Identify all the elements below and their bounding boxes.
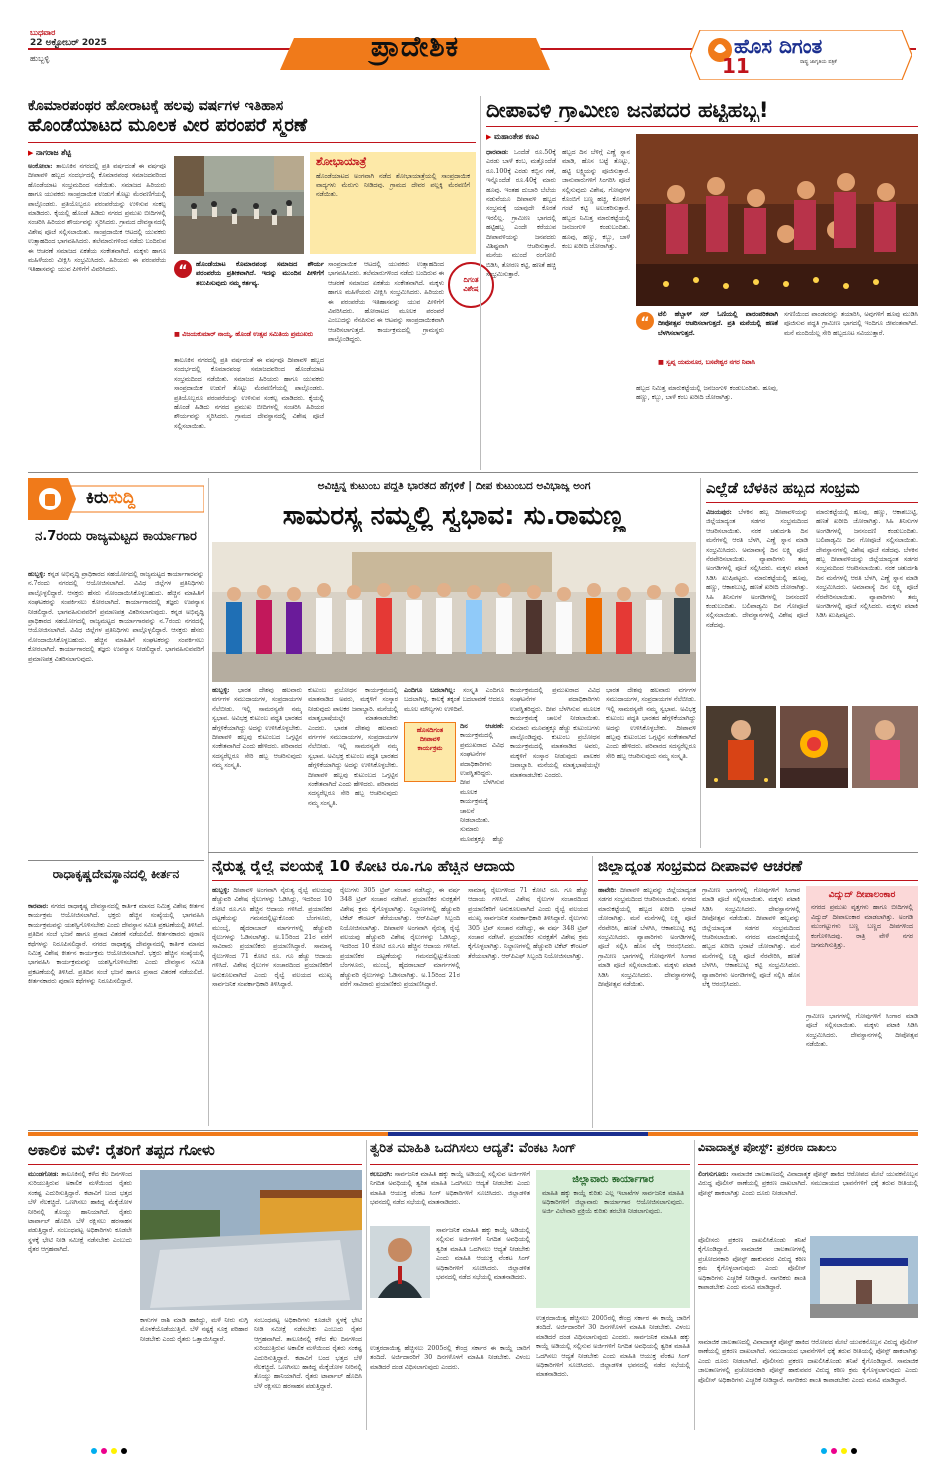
- story3-body-b: ಭಾರತ ದೇಶವು ಹಲವಾರು ವರ್ಗಗಳ ಸಮುದಾಯಗಳ, ಸಂಪ್ರದಾಯಗಳ ನೆಲೆಬೀಡು. ಇಲ್ಲಿ ಸಾಮರಸ್ಯವೇ ನಮ್ಮ ಸ್ವಭಾವ. ಅವಿಭಕ್ತ ಕುಟುಂಬ ಪದ್ಧತಿ ಭಾರತದ ಹೆಗ್ಗಳಿಕೆಯಾಗಿದ್ದು ಅದನ್ನು ಉಳಿಸಿಕೊಳ್ಳಬೇಕು. ದೀಪಾವಳಿ ಹಬ್ಬವು ಕುಟುಂಬದ ಒಗ್ಗಟ್ಟಿನ ಸಂಕೇತವಾಗಿದೆ ಎಂದು ಹೇಳಿದರು. ಪರಿವಾರದ ಸದಸ್ಯರೆಲ್ಲರೂ ಸೇರಿ ಹಬ್ಬ ಆಚರಿಸುವುದು ನಮ್ಮ ಸಂಸ್ಕೃತಿ.: [308, 724, 398, 807]
- police-station-photo: [810, 1236, 918, 1318]
- seal-line2: ವಿಶೇಷ: [463, 285, 479, 293]
- story3-body4-b: ಕಾರ್ಯಕ್ರಮದಲ್ಲಿ ಪ್ರಮುಖರಾದ ವಿವಿಧ ಸಂಘಟನೆಗಳ ಪದಾಧಿಕಾರಿಗಳು ಉಪಸ್ಥಿತರಿದ್ದರು. ದೀಪ ಬೆಳಗಿಸುವ ಮೂಲಕ ಕಾರ್ಯಕ್ರಮಕ್ಕೆ ಚಾಲನೆ ನೀಡಲಾಯಿತು. ಸುಮಾರು ಮೂವತ್ತಕ್ಕೂ ಹೆಚ್ಚು ಕುಟುಂಬಗಳು ಪಾಲ್ಗೊಂಡಿದ್ದವು.: [510, 687, 600, 742]
- story5-col1: [212, 886, 332, 1122]
- story2-byline: ▶ ಮಹಾಂತೇಶ ಕಣವಿ: [486, 132, 540, 141]
- kiru-text: ಕಿರು: [86, 488, 109, 508]
- story1-quote-text: ಹೊಂಡೆಯಾಟ ಕೊಮಾರಪಂಥ ಸಮಾಜದ ಶೌರ್ಯ ಪರಂಪರೆಯ ಪ್ರತೀಕವಾಗಿದೆ. ಇದನ್ನು ಮುಂದಿನ ಪೀಳಿಗೆಗೆ ತಲುಪಿಸುವುದು ನಮ್ಮ ಕರ್ತವ್ಯ.: [196, 260, 324, 287]
- story8-dateline: ಕಲಬುರಗಿ:: [370, 1171, 393, 1178]
- story7-col1: [28, 1170, 132, 1424]
- city: ಹುಬ್ಬಳ್ಳಿ: [30, 54, 50, 63]
- story3-body4: ಕಾರ್ಯಕ್ರಮದಲ್ಲಿ ಪ್ರಮುಖರಾದ ವಿವಿಧ ಸಂಘಟನೆಗಳ ಪದಾಧಿಕಾರಿಗಳು ಉಪಸ್ಥಿತರಿದ್ದರು. ದೀಪ ಬೆಳಗಿಸುವ ಮೂಲಕ ಕಾರ್ಯಕ್ರಮಕ್ಕೆ ಚಾಲನೆ ನೀಡಲಾಯಿತು. ಸುಮಾರು ಮೂವತ್ತಕ್ಕೂ ಹೆಚ್ಚು: [460, 732, 504, 843]
- kiru-suddi-title: [86, 488, 135, 508]
- story4-photo1: [706, 706, 776, 788]
- story1-body2-b: ಸಾಂಪ್ರದಾಯಿಕ ಆಟದಲ್ಲಿ ಯುವಕರು ಉತ್ಸಾಹದಿಂದ ಭಾಗವಹಿಸಿದರು. ತಲೆಮಾರುಗಳಿಂದ ನಡೆದು ಬಂದಿರುವ ಈ ಆಚರಣೆ ಸಮಾಜದ ಏಕತೆಯ ಸಂಕೇತವಾಗಿದೆ. ಮಕ್ಕಳು ಹಾಗೂ ಮಹಿಳೆಯರು ವೀಕ್ಷಿಸಿ ಸಂಭ್ರಮಿಸಿದರು. ಹಿರಿಯರು ಈ ಪರಂಪರೆಯ ಇತಿಹಾಸವನ್ನು ಯುವ ಪೀಳಿಗೆಗೆ ವಿವರಿಸಿದರು.: [328, 261, 444, 316]
- story2-quote-text: ಟೆಲಿ ಹೆಬ್ಬಾಳ್ ಸರ್ ಓಣಿಯಲ್ಲಿ ಪಾರಂಪರಿಕವಾಗಿ ದೀಪೋತ್ಸವ ಆಚರಿಸಲಾಗುತ್ತದೆ. ಪ್ರತಿ ಮನೆಯಲ್ಲಿ ಹಣತೆ ಬೆಳಗಿಸಲಾಗುತ್ತದೆ.: [658, 311, 778, 337]
- story3-body2: ಕುಟುಂಬ ಪ್ರಬೋಧನ ಕಾರ್ಯಕ್ರಮದಲ್ಲಿ ಮಾತನಾಡಿದ ಅವರು, ಮಕ್ಕಳಿಗೆ ಸಂಸ್ಕಾರ ನೀಡುವುದು ಪಾಲಕರ ಜವಾಬ್ದಾರಿ. ಮನೆಯಲ್ಲಿ ಮಾತೃಭಾಷೆಯಲ್ಲೇ ಮಾತನಾಡಬೇಕು ಎಂದರು.: [308, 687, 398, 732]
- story1-quote-by: ■ ವಿಜಯಕುಮಾರ್ ನಾಯ್ಕ, ಹೊಂಡೆ ಉತ್ಸವ ಸಮಿತಿಯ ಪ್ರಮುಖರು: [174, 331, 313, 338]
- story4-photo3: [852, 706, 918, 788]
- story8-body2-b: ಉತ್ತರದಾಯಿತ್ವ ಹೆಚ್ಚಿಸಲು 2005ರಲ್ಲಿ ಕೇಂದ್ರ ಸರ್ಕಾರ ಈ ಕಾಯ್ದೆ ಜಾರಿಗೆ ತಂದಿದೆ. ಅರ್ಜಿದಾರರಿಗೆ 30 ದಿನಗಳೊಳಗೆ ಮಾಹಿತಿ ನೀಡಬೇಕು. ವಿಳಂಬ ಮಾಡಿದರೆ ದಂಡ ವಿಧಿಸಲಾಗುವುದು ಎಂದರು.: [536, 1315, 690, 1341]
- story2-body4: ಹಬ್ಬದ ನಿಮಿತ್ತ ಮಾರುಕಟ್ಟೆಯಲ್ಲಿ ಜನಜಂಗುಳಿ ಕಂಡುಬಂದಿತು. ಹೂವು, ಹಣ್ಣು, ಕಬ್ಬು, ಬಾಳೆ ಕಂಬ ಖರೀದಿ ಜೋರಾಗಿತ್ತು.: [562, 214, 630, 251]
- story3-sub2: ದಿನ ಆಚರಣೆ:: [460, 723, 504, 730]
- story-mahiti: [370, 1140, 690, 1430]
- suddi-text: ಸುದ್ದಿ: [108, 488, 136, 508]
- kiru-item1-body: [28, 570, 204, 796]
- story6-dateline: ಹಾವೇರಿ:: [598, 887, 617, 894]
- kiru-item1-dateline: ಹುಬ್ಬಳ್ಳಿ:: [28, 571, 46, 578]
- story-samarasya: [212, 478, 696, 848]
- story4-body2-a: ಮಾರುಕಟ್ಟೆಯಲ್ಲಿ ಹೂವು, ಹಣ್ಣು, ಆಕಾಶಬುಟ್ಟಿ, ಹಣತೆ ಖರೀದಿ ಜೋರಾಗಿತ್ತು. ಸಿಹಿ ತಿನಿಸುಗಳ ಅಂಗಡಿಗಳಲ್ಲಿ ಜನಸಂದಣಿ ಕಂಡುಬಂದಿತು. ಬಲಿಪಾಡ್ಯಮಿ ದಿನ ಗೋಪೂಜೆ ಸಲ್ಲಿಸಲಾಯಿತು. ದೇವಸ್ಥಾನಗಳಲ್ಲಿ ವಿಶೇಷ ಪೂಜೆ ನಡೆದವು.: [706, 574, 808, 629]
- story1-body3: ಹೋರಾಟದ ಮೂಲಕ ಪರಂಪರೆ ಎಂಬುದನ್ನು ನೆನಪಿಸುವ ಈ ಆಟವನ್ನು ಸಾಂಪ್ರದಾಯಿಕವಾಗಿ ಆಚರಿಸಲಾಗುತ್ತದೆ. ಕಾರ್ಯಕ್ರಮದಲ್ಲಿ ಗ್ರಾಮಸ್ಥರು ಪಾಲ್ಗೊಂಡಿದ್ದರು.: [328, 308, 444, 344]
- story9-body2-b: ಪೊಲೀಸರು ಪ್ರಕರಣ ದಾಖಲಿಸಿಕೊಂಡು ತನಿಖೆ ಕೈಗೊಂಡಿದ್ದಾರೆ. ಸಾಮಾಜಿಕ ಜಾಲತಾಣಗಳಲ್ಲಿ ಪ್ರಚೋದನಕಾರಿ ಪೋಸ್ಟ್ ಹಾಕುವವರ ವಿರುದ್ಧ ಕಠಿಣ ಕ್ರಮ ಕೈಗೊಳ್ಳಲಾಗುವುದು ಎಂದು ಪೊಲೀಸ್ ಅಧಿಕಾರಿಗಳು ಎಚ್ಚರಿಕೆ ನೀಡಿದ್ದಾರೆ. ನಾಗರಿಕರು ಶಾಂತಿ ಕಾಪಾಡಬೇಕು ಎಂದು ಮನವಿ ಮಾಡಿದ್ದಾರೆ.: [698, 1357, 918, 1384]
- story3-box: [404, 722, 456, 782]
- story1-body3: [174, 356, 324, 462]
- story1-body-text: ತಾಲೂಕಿನ ನಗರದಲ್ಲಿ ಪ್ರತಿ ವರ್ಷದಂತೆ ಈ ವರ್ಷವೂ ದೀಪಾವಳಿ ಹಬ್ಬದ ಸಂದರ್ಭದಲ್ಲಿ ಕೊಮಾರಪಂಥ ಸಮಾಜದವರಿಂದ ಹೊಂಡೆಯಾಟ ಸಂಭ್ರಮದಿಂದ ನಡೆಯಿತು. ಸಮಾಜದ ಹಿರಿಯರು ಹಾಗೂ ಯುವಕರು ಸಾಂಪ್ರದಾಯಿಕ ಉಡುಗೆ ತೊಟ್ಟು ಮೆರವಣಿಗೆಯಲ್ಲಿ ಪಾಲ್ಗೊಂಡರು. ಪ್ರತಿಯೊಬ್ಬರೂ ಪರಂಪರೆಯನ್ನು ಉಳಿಸುವ ಸಂಕಲ್ಪ ಮಾಡಿದರು. ಕೈಯಲ್ಲಿ ಹೊಂಡೆ ಹಿಡಿದು ನಗರದ ಪ್ರಮುಖ ಬೀದಿಗಳಲ್ಲಿ ಸಂಚರಿಸಿ ಹಿರಿಯರ ಶೌರ್ಯವನ್ನು ಸ್ಮರಿಸಿದರು. ಗ್ರಾಮದ ದೇವಸ್ಥಾನದಲ್ಲಿ ವಿಶೇಷ ಪೂಜೆ ಸಲ್ಲಿಸಲಾಯಿತು.: [28, 163, 166, 236]
- date: 22 ಅಕ್ಟೋಬರ್ 2025: [30, 38, 107, 48]
- day: ಬುಧವಾರ: [30, 28, 56, 37]
- story-vivadatmaka-post: [698, 1140, 918, 1430]
- story8-body-b: ಸಾರ್ವಜನಿಕ ಮಾಹಿತಿ ಹಕ್ಕು ಕಾಯ್ದೆ ಅಡಿಯಲ್ಲಿ ಸಲ್ಲಿಸುವ ಅರ್ಜಿಗಳಿಗೆ ನಿಗದಿತ ಅವಧಿಯಲ್ಲಿ ತ್ವರಿತ ಮಾಹಿತಿ ಒದಗಿಸಲು ಆದ್ಯತೆ ನೀಡಬೇಕು ಎಂದು ಮಾಹಿತಿ ಆಯುಕ್ತ ವೆಂಕಟ ಸಿಂಗ್ ಅಧಿಕಾರಿಗಳಿಗೆ ಸೂಚಿಸಿದರು. ಜಿಲ್ಲಾಡಳಿತ ಭವನದಲ್ಲಿ ನಡೆದ ಸಭೆಯಲ್ಲಿ ಮಾತನಾಡಿದರು.: [436, 1227, 530, 1282]
- story-jilla-deepavali: [598, 856, 918, 1128]
- story9-body: [698, 1170, 918, 1230]
- story6-body-b: ದೀಪಾವಳಿ ಹಬ್ಬವನ್ನು ಜಿಲ್ಲೆಯಾದ್ಯಂತ ಸಡಗರ ಸಂಭ್ರಮದಿಂದ ಆಚರಿಸಲಾಯಿತು. ನಗರದ ಮಾರುಕಟ್ಟೆಯಲ್ಲಿ ಹಬ್ಬದ ಖರೀದಿ ಭರಾಟೆ ಜೋರಾಗಿತ್ತು. ಮನೆ ಮನೆಗಳಲ್ಲಿ ಲಕ್ಷ್ಮಿ ಪೂಜೆ ನೆರವೇರಿಸಿ, ಹಣತೆ ಬೆಳಗಿಸಿ, ಆಕಾಶಬುಟ್ಟಿ ಕಟ್ಟಿ ಸಂಭ್ರಮಿಸಿದರು. ವ್ಯಾಪಾರಿಗಳು ಅಂಗಡಿಗಳಲ್ಲಿ ಪೂಜೆ ಸಲ್ಲಿಸಿ ಹೊಸ ಲೆಕ್ಕ ಆರಂಭಿಸಿದರು.: [702, 915, 800, 989]
- story1-quote-by-text: ವಿಜಯಕುಮಾರ್ ನಾಯ್ಕ, ಹೊಂಡೆ ಉತ್ಸವ ಸಮಿತಿಯ ಪ್ರಮುಖರು: [182, 331, 313, 338]
- story8-col4: [536, 1314, 690, 1424]
- bottom-accent-bar: [28, 1132, 918, 1136]
- story1-kicker: ಕೊಮಾರಪಂಥರ ಹೋರಾಟಕ್ಕೆ ಹಲವು ವರ್ಷಗಳ ಇತಿಹಾಸ: [28, 98, 284, 114]
- story3-sub1: ಎಂದಿಗೂ ಬದಲಾಗಿಲ್ಲ:: [404, 687, 456, 694]
- story8-body-text: ಸಾರ್ವಜನಿಕ ಮಾಹಿತಿ ಹಕ್ಕು ಕಾಯ್ದೆ ಅಡಿಯಲ್ಲಿ ಸಲ್ಲಿಸುವ ಅರ್ಜಿಗಳಿಗೆ ನಿಗದಿತ ಅವಧಿಯಲ್ಲಿ ತ್ವರಿತ ಮಾಹಿತಿ ಒದಗಿಸಲು ಆದ್ಯತೆ ನೀಡಬೇಕು ಎಂದು ಮಾಹಿತಿ ಆಯುಕ್ತ ವೆಂಕಟ ಸಿಂಗ್ ಅಧಿಕಾರಿಗಳಿಗೆ ಸೂಚಿಸಿದರು. ಜಿಲ್ಲಾಡಳಿತ ಭವನದಲ್ಲಿ ನಡೆದ ಸಭೆಯಲ್ಲಿ ಮಾತನಾಡಿದರು.: [370, 1171, 530, 1207]
- story3-col4: [510, 686, 600, 846]
- story3-body: ಭಾರತ ದೇಶವು ಹಲವಾರು ವರ್ಗಗಳ ಸಮುದಾಯಗಳ, ಸಂಪ್ರದಾಯಗಳ ನೆಲೆಬೀಡು. ಇಲ್ಲಿ ಸಾಮರಸ್ಯವೇ ನಮ್ಮ ಸ್ವಭಾವ. ಅವಿಭಕ್ತ ಕುಟುಂಬ ಪದ್ಧತಿ ಭಾರತದ ಹೆಗ್ಗಳಿಕೆಯಾಗಿದ್ದು ಅದನ್ನು ಉಳಿಸಿಕೊಳ್ಳಬೇಕು. ದೀಪಾವಳಿ ಹಬ್ಬವು ಕುಟುಂಬದ ಒಗ್ಗಟ್ಟಿನ ಸಂಕೇತವಾಗಿದೆ ಎಂದು ಹೇಳಿದರು. ಪರಿವಾರದ ಸದಸ್ಯರೆಲ್ಲರೂ ಸೇರಿ ಹಬ್ಬ ಆಚರಿಸುವುದು ನಮ್ಮ ಸಂಸ್ಕೃತಿ.: [212, 687, 302, 770]
- story1-box-title: ಶೋಭಾಯಾತ್ರೆ: [316, 156, 367, 168]
- story3-group-photo: [212, 542, 696, 682]
- story2-quote-by-text: ಸ್ವಪ್ನ ಯಮನೂರ, ಬಸವೇಶ್ವರ ನಗರ ನಿವಾಸಿ: [666, 359, 756, 366]
- story3-col2: [308, 686, 398, 846]
- kiru-item2-dateline: ಕಾರವಾರ:: [28, 903, 49, 910]
- story3-col1: [212, 686, 302, 846]
- story9-body2: ಪೊಲೀಸರು ಪ್ರಕರಣ ದಾಖಲಿಸಿಕೊಂಡು ತನಿಖೆ ಕೈಗೊಂಡಿದ್ದಾರೆ. ಸಾಮಾಜಿಕ ಜಾಲತಾಣಗಳಲ್ಲಿ ಪ್ರಚೋದನಕಾರಿ ಪೋಸ್ಟ್ ಹಾಕುವವರ ವಿರುದ್ಧ ಕಠಿಣ ಕ್ರಮ ಕೈಗೊಳ್ಳಲಾಗುವುದು ಎಂದು ಪೊಲೀಸ್ ಅಧಿಕಾರಿಗಳು ಎಚ್ಚರಿಕೆ ನೀಡಿದ್ದಾರೆ. ನಾಗರಿಕರು ಶಾಂತಿ ಕಾಪಾಡಬೇಕು ಎಂದು ಮನವಿ ಮಾಡಿದ್ದಾರೆ.: [698, 1237, 806, 1292]
- story5-body3: ಸಾಮಾನ್ಯ ರೈಲುಗಳಿಂದ 71 ಕೋಟಿ ರೂ. ಗೂ ಹೆಚ್ಚು ಆದಾಯ ಗಳಿಸಿದೆ. ವಿಶೇಷ ರೈಲುಗಳ ಸಂಚಾರದಿಂದ ಪ್ರಯಾಣಿಕರಿಗೆ ಅನುಕೂಲವಾಗಿದೆ ಎಂದು ರೈಲ್ವೆ ವಲಯದ ಮುಖ್ಯ ಸಾರ್ವಜನಿಕ ಸಂಪರ್ಕಾಧಿಕಾರಿ ತಿಳಿಸಿದ್ದಾರೆ.: [468, 887, 588, 923]
- story2-body3: ಸಗಣಿಯಿಂದ ಪಾಂಡವರನ್ನು ತಯಾರಿಸಿ, ಅವುಗಳಿಗೆ ಹೂವು ಮುಡಿಸಿ ಪೂಜಿಸುವ ಪದ್ಧತಿ ಗ್ರಾಮೀಣ ಭಾಗದಲ್ಲಿ ಇಂದಿಗೂ ಜೀವಂತವಾಗಿದೆ. ಮನೆ ಮಂದಿಯೆಲ್ಲ ಸೇರಿ ಹಬ್ಬದೂಟ ಸವಿಯುತ್ತಾರೆ.: [784, 311, 918, 337]
- masthead: [0, 0, 945, 98]
- story1-body: [28, 162, 166, 462]
- story2-col1: [486, 148, 556, 464]
- story5-col3: [468, 886, 588, 1122]
- story7-col2: [140, 1316, 248, 1424]
- story2-photo: [636, 134, 918, 306]
- story8-box-body: ಮಾಹಿತಿ ಹಕ್ಕು ಕಾಯ್ದೆ ಕುರಿತು ಎಲ್ಲ ಇಲಾಖೆಗಳ ಸಾರ್ವಜನಿಕ ಮಾಹಿತಿ ಅಧಿಕಾರಿಗಳಿಗೆ ಜಿಲ್ಲಾವಾರು ಕಾರ್ಯಾಗಾರ ಆಯೋಜಿಸಲಾಗುವುದು. ಅರ್ಜಿ ವಿಲೇವಾರಿ ಪ್ರಕ್ರಿಯೆ ಕುರಿತು ತರಬೇತಿ ನೀಡಲಾಗುವುದು.: [542, 1189, 684, 1216]
- story7-body2: ಕಾಳುಗಳ ರಾಶಿ ಮಾಡಿ ಹಾಕಿದ್ದು, ಮಳೆ ನೀರು ನುಗ್ಗಿ ಮೊಳಕೆಯೊಡೆಯುತ್ತಿವೆ. ಬೆಳೆ ನಷ್ಟಕ್ಕೆ ಸೂಕ್ತ ಪರಿಹಾರ ನೀಡಬೇಕು ಎಂದು ರೈತರು ಒತ್ತಾಯಿಸಿದ್ದಾರೆ.: [140, 1317, 248, 1343]
- story9-col3: [698, 1338, 918, 1424]
- story5-dateline: ಹುಬ್ಬಳ್ಳಿ:: [212, 887, 230, 894]
- story2-col5: [784, 310, 918, 464]
- story6-col3: [806, 1012, 918, 1122]
- story7-headline: ಅಕಾಲಿಕ ಮಳೆ: ರೈತರಿಗೆ ತಪ್ಪದ ಗೋಳು: [28, 1142, 215, 1159]
- kiru-item2-text2: ನಗರದ ರಾಧಾಕೃಷ್ಣ ದೇವಸ್ಥಾನದಲ್ಲಿ ಕಾರ್ತಿಕ ಮಾಸದ ನಿಮಿತ್ತ ವಿಶೇಷ ಕೀರ್ತನ ಕಾರ್ಯಕ್ರಮ ಆಯೋಜಿಸಲಾಗಿದೆ. ಭಕ್ತರು ಹೆಚ್ಚಿನ ಸಂಖ್ಯೆಯಲ್ಲಿ ಭಾಗವಹಿಸಿ ಕಾರ್ಯಕ್ರಮವನ್ನು ಯಶಸ್ವಿಗೊಳಿಸಬೇಕು ಎಂದು ದೇವಸ್ಥಾನ ಸಮಿತಿ ಪ್ರಕಟಣೆಯಲ್ಲಿ ತಿಳಿಸಿದೆ. ಪ್ರತಿದಿನ ಸಂಜೆ ಭಜನೆ ಹಾಗೂ ಪ್ರಸಾದ ವಿತರಣೆ ನಡೆಯಲಿದೆ. ಕೀರ್ತನಕಾರರು ಪುರಾಣ ಕಥೆಗಳನ್ನು ನಿರೂಪಿಸಲಿದ್ದಾರೆ.: [28, 940, 204, 986]
- story8-box-title: ಜಿಲ್ಲಾವಾರು ಕಾರ್ಯಾಗಾರ: [572, 1174, 654, 1185]
- story4-body: ಬೆಳಕಿನ ಹಬ್ಬ ದೀಪಾವಳಿಯನ್ನು ಜಿಲ್ಲೆಯಾದ್ಯಂತ ಸಡಗರ ಸಂಭ್ರಮದಿಂದ ಆಚರಿಸಲಾಯಿತು. ನರಕ ಚತುರ್ದಶಿ ದಿನ ಮನೆಗಳಲ್ಲಿ ಆರತಿ ಬೆಳಗಿ, ಎಣ್ಣೆ ಸ್ನಾನ ಮಾಡಿ ಸಂಭ್ರಮಿಸಿದರು. ಅಮಾವಾಸ್ಯೆ ದಿನ ಲಕ್ಷ್ಮಿ ಪೂಜೆ ನೆರವೇರಿಸಲಾಯಿತು. ವ್ಯಾಪಾರಿಗಳು ತಮ್ಮ ಅಂಗಡಿಗಳಲ್ಲಿ ಪೂಜೆ ಸಲ್ಲಿಸಿದರು. ಮಕ್ಕಳು ಪಟಾಕಿ ಸಿಡಿಸಿ ಖುಷಿಪಟ್ಟರು.: [706, 509, 808, 582]
- story2-headline: ದೀಪಾವಳಿ ಗ್ರಾಮೀಣ ಜನಪದರ ಹಟ್ಟಿಹಬ್ಬ!: [486, 98, 769, 122]
- story6-col2: [702, 886, 800, 1122]
- story2-body2: ಹಬ್ಬದ ದಿನ ಬೆಳಿಗ್ಗೆ ಎಣ್ಣೆ ಸ್ನಾನ ಮಾಡಿ, ಹೊಸ ಬಟ್ಟೆ ತೊಟ್ಟು, ಹಟ್ಟಿ ಲಕ್ಷ್ಮಿಯನ್ನು ಪೂಜಿಸುತ್ತಾರೆ. ಜಾನುವಾರುಗಳಿಗೆ ಸಿಂಗರಿಸಿ ಪೂಜೆ ಸಲ್ಲಿಸುವುದು ವಿಶೇಷ. ಗೋವುಗಳ ಕೊಂಬಿಗೆ ಬಣ್ಣ ಹಚ್ಚಿ, ಕೊರಳಿಗೆ ಗಂಟೆ ಕಟ್ಟಿ ಅಲಂಕರಿಸುತ್ತಾರೆ.: [562, 149, 630, 213]
- story5-headline: ನೈರುತ್ಯ ರೈಲ್ವೆ ವಲಯಕ್ಕೆ 10 ಕೋಟಿ ರೂ.ಗೂ ಹೆಚ್ಚಿನ ಆದಾಯ: [212, 858, 515, 875]
- story8-box: [536, 1170, 690, 1308]
- story7-photo: [140, 1170, 362, 1310]
- story6-headline: ಜಿಲ್ಲಾದ್ಯಂತ ಸಂಭ್ರಮದ ದೀಪಾವಳಿ ಆಚರಣೆ: [598, 858, 803, 875]
- story3-body2-b: ಕುಟುಂಬ ಪ್ರಬೋಧನ ಕಾರ್ಯಕ್ರಮದಲ್ಲಿ ಮಾತನಾಡಿದ ಅವರು, ಮಕ್ಕಳಿಗೆ ಸಂಸ್ಕಾರ ನೀಡುವುದು ಪಾಲಕರ ಜವಾಬ್ದಾರಿ. ಮನೆಯಲ್ಲಿ ಮಾತೃಭಾಷೆಯಲ್ಲೇ ಮಾತನಾಡಬೇಕು ಎಂದರು.: [510, 734, 600, 779]
- story5-body2: ರೈಲುಗಳು 305 ಟ್ರಿಪ್ ಸಂಚಾರ ನಡೆಸಿದ್ದು, ಈ ವರ್ಷ 348 ಟ್ರಿಪ್ ಸಂಚಾರ ನಡೆಸಿವೆ. ಪ್ರಯಾಣಿಕರ ಸುರಕ್ಷತೆಗೆ ವಿಶೇಷ ಕ್ರಮ ಕೈಗೊಳ್ಳಲಾಗಿತ್ತು. ನಿಲ್ದಾಣಗಳಲ್ಲಿ ಹೆಚ್ಚುವರಿ ಟಿಕೆಟ್ ಕೌಂಟರ್ ತೆರೆಯಲಾಗಿತ್ತು. ಆರ್‌ಪಿಎಫ್ ಸಿಬ್ಬಂದಿ ನಿಯೋಜಿಸಲಾಗಿತ್ತು.: [340, 887, 460, 932]
- logo-tagline: ರಾಷ್ಟ್ರ ಜಾಗೃತಿಯ ಪತ್ರಿಕೆ: [800, 59, 837, 65]
- story6-col1: [598, 886, 696, 1122]
- story-belakina-habba: [706, 478, 918, 848]
- story6-body2: ಗ್ರಾಮೀಣ ಭಾಗಗಳಲ್ಲಿ ಗೋವುಗಳಿಗೆ ಸಿಂಗಾರ ಮಾಡಿ ಪೂಜೆ ಸಲ್ಲಿಸಲಾಯಿತು. ಮಕ್ಕಳು ಪಟಾಕಿ ಸಿಡಿಸಿ ಸಂಭ್ರಮಿಸಿದರು. ದೇವಸ್ಥಾನಗಳಲ್ಲಿ ದೀಪೋತ್ಸವ ನಡೆಯಿತು.: [702, 887, 800, 923]
- story3-kicker: ಅವಿಚ್ಛಿನ್ನ ಕುಟುಂಬ ಪದ್ಧತಿ ಭಾರತದ ಹೆಗ್ಗಳಿಕೆ | ದೀಪ ಕುಟುಂಬದ ಅವಿಭಾಜ್ಯ ಅಂಗ: [317, 480, 591, 492]
- story1-body-c: ತಾಲೂಕಿನ ನಗರದಲ್ಲಿ ಪ್ರತಿ ವರ್ಷದಂತೆ ಈ ವರ್ಷವೂ ದೀಪಾವಳಿ ಹಬ್ಬದ ಸಂದರ್ಭದಲ್ಲಿ ಕೊಮಾರಪಂಥ ಸಮಾಜದವರಿಂದ ಹೊಂಡೆಯಾಟ ಸಂಭ್ರಮದಿಂದ ನಡೆಯಿತು. ಸಮಾಜದ ಹಿರಿಯರು ಹಾಗೂ ಯುವಕರು ಸಾಂಪ್ರದಾಯಿಕ ಉಡುಗೆ ತೊಟ್ಟು ಮೆರವಣಿಗೆಯಲ್ಲಿ ಪಾಲ್ಗೊಂಡರು. ಪ್ರತಿಯೊಬ್ಬರೂ ಪರಂಪರೆಯನ್ನು ಉಳಿಸುವ ಸಂಕಲ್ಪ ಮಾಡಿದರು. ಕೈಯಲ್ಲಿ ಹೊಂಡೆ ಹಿಡಿದು ನಗರದ ಪ್ರಮುಖ ಬೀದಿಗಳಲ್ಲಿ ಸಂಚರಿಸಿ ಹಿರಿಯರ ಶೌರ್ಯವನ್ನು ಸ್ಮರಿಸಿದರು. ಗ್ರಾಮದ ದೇವಸ್ಥಾನದಲ್ಲಿ ವಿಶೇಷ ಪೂಜೆ ಸಲ್ಲಿಸಲಾಯಿತು.: [174, 357, 324, 430]
- story1-body2: [328, 260, 444, 460]
- story2-byline-text: ಮಹಾಂತೇಶ ಕಣವಿ: [494, 132, 540, 141]
- venkata-singh-photo: [370, 1226, 430, 1298]
- story-akalika-male: [28, 1140, 362, 1430]
- story8-headline: ತ್ವರಿತ ಮಾಹಿತಿ ಒದಗಿಸಲು ಆದ್ಯತೆ: ವೆಂಕಟ ಸಿಂಗ್: [370, 1142, 577, 1156]
- story1-body4: [448, 314, 476, 460]
- story6-box-title: ವಿದ್ಯುದ್ ದೀಪಾಲಂಕಾರ: [828, 890, 896, 900]
- kiru-item1-title: ನ.7ರಂದು ರಾಜ್ಯಮಟ್ಟದ ಕಾರ್ಯಾಗಾರ: [35, 529, 197, 544]
- story5-body-b: ದೀಪಾವಳಿ ಅಂಗವಾಗಿ ನೈರುತ್ಯ ರೈಲ್ವೆ ವಲಯವು ಹೆಚ್ಚುವರಿ ವಿಶೇಷ ರೈಲುಗಳನ್ನು ಓಡಿಸಿದ್ದು, ಇದರಿಂದ 10 ಕೋಟಿ ರೂ.ಗೂ ಹೆಚ್ಚಿನ ಆದಾಯ ಗಳಿಸಿದೆ. ಪ್ರಯಾಣಿಕರ ದಟ್ಟಣೆಯನ್ನು ಗಮನದಲ್ಲಿಟ್ಟುಕೊಂಡು ಬೆಂಗಳೂರು, ಮುಂಬೈ, ಹೈದರಾಬಾದ್ ಮಾರ್ಗಗಳಲ್ಲಿ ಹೆಚ್ಚುವರಿ ರೈಲುಗಳನ್ನು ಓಡಿಸಲಾಗಿತ್ತು. ಅ.15ರಿಂದ 21ರ ವರೆಗೆ ಸಾವಿರಾರು ಪ್ರಯಾಣಿಕರು ಪ್ರಯಾಣಿಸಿದ್ದಾರೆ.: [340, 924, 460, 989]
- kiru-suddi-column: [28, 478, 204, 1126]
- story4-photo2: [780, 706, 848, 788]
- story9-dateline: ಲಿಂಗಸುಗೂರು:: [698, 1171, 729, 1178]
- story9-body-text: ಸಾಮಾಜಿಕ ಜಾಲತಾಣದಲ್ಲಿ ವಿವಾದಾತ್ಮಕ ಪೋಸ್ಟ್ ಹಾಕಿದ ಆರೋಪದ ಮೇಲೆ ಯುವಕನೊಬ್ಬನ ವಿರುದ್ಧ ಪೊಲೀಸ್ ಠಾಣೆಯಲ್ಲಿ ಪ್ರಕರಣ ದಾಖಲಾಗಿದೆ. ಸಮುದಾಯದ ಭಾವನೆಗಳಿಗೆ ಧಕ್ಕೆ ತರುವ ರೀತಿಯಲ್ಲಿ ಪೋಸ್ಟ್ ಹಾಕಲಾಗಿತ್ತು ಎಂದು ದೂರು ನೀಡಲಾಗಿದೆ.: [698, 1171, 918, 1197]
- story3-box-text: ಹೊಸದಿಗಂತ ದೀಪಾವಳಿ ಕಾರ್ಯಕ್ರಮ: [416, 726, 444, 752]
- story2-quote: [636, 310, 778, 380]
- story3-dateline: ಹುಬ್ಬಳ್ಳಿ:: [212, 687, 230, 694]
- story4-headline: ಎಲ್ಲೆಡೆ ಬೆಳಕಿನ ಹಬ್ಬದ ಸಂಭ್ರಮ: [706, 480, 860, 497]
- kiru-suddi-brand: [28, 478, 204, 520]
- story9-body-b: ಸಾಮಾಜಿಕ ಜಾಲತಾಣದಲ್ಲಿ ವಿವಾದಾತ್ಮಕ ಪೋಸ್ಟ್ ಹಾಕಿದ ಆರೋಪದ ಮೇಲೆ ಯುವಕನೊಬ್ಬನ ವಿರುದ್ಧ ಪೊಲೀಸ್ ಠಾಣೆಯಲ್ಲಿ ಪ್ರಕರಣ ದಾಖಲಾಗಿದೆ. ಸಮುದಾಯದ ಭಾವನೆಗಳಿಗೆ ಧಕ್ಕೆ ತರುವ ರೀತಿಯಲ್ಲಿ ಪೋಸ್ಟ್ ಹಾಕಲಾಗಿತ್ತು ಎಂದು ದೂರು ನೀಡಲಾಗಿದೆ.: [698, 1339, 918, 1365]
- story8-body: [370, 1170, 530, 1220]
- story3-body-c: ಭಾರತ ದೇಶವು ಹಲವಾರು ವರ್ಗಗಳ ಸಮುದಾಯಗಳ, ಸಂಪ್ರದಾಯಗಳ ನೆಲೆಬೀಡು. ಇಲ್ಲಿ ಸಾಮರಸ್ಯವೇ ನಮ್ಮ ಸ್ವಭಾವ. ಅವಿಭಕ್ತ ಕುಟುಂಬ ಪದ್ಧತಿ ಭಾರತದ ಹೆಗ್ಗಳಿಕೆಯಾಗಿದ್ದು ಅದನ್ನು ಉಳಿಸಿಕೊಳ್ಳಬೇಕು. ದೀಪಾವಳಿ ಹಬ್ಬವು ಕುಟುಂಬದ ಒಗ್ಗಟ್ಟಿನ ಸಂಕೇತವಾಗಿದೆ ಎಂದು ಹೇಳಿದರು. ಪರಿವಾರದ ಸದಸ್ಯರೆಲ್ಲರೂ ಸೇರಿ ಹಬ್ಬ ಆಚರಿಸುವುದು ನಮ್ಮ ಸಂಸ್ಕೃತಿ.: [606, 687, 696, 760]
- story4-dateline: ವಿಜಯಪುರ:: [706, 509, 732, 516]
- story1-quote: [174, 260, 324, 352]
- story5-col2: [340, 886, 460, 1122]
- section-title: ಪ್ರಾದೇಶಿಕ: [370, 30, 460, 63]
- story7-body3: ಸಂಬಂಧಪಟ್ಟ ಅಧಿಕಾರಿಗಳು ಕೂಡಲೇ ಸ್ಥಳಕ್ಕೆ ಭೇಟಿ ನೀಡಿ ಸಮೀಕ್ಷೆ ನಡೆಸಬೇಕು ಎಂಬುದು ರೈತರ ಆಗ್ರಹವಾಗಿದೆ.: [254, 1317, 362, 1343]
- registration-marks-left: [90, 1440, 130, 1448]
- story7-body-b: ತಾಲೂಕಿನಲ್ಲಿ ಕಳೆದ ಕೆಲ ದಿನಗಳಿಂದ ಸುರಿಯುತ್ತಿರುವ ಅಕಾಲಿಕ ಮಳೆಯಿಂದ ರೈತರು ಸಂಕಷ್ಟ ಎದುರಿಸುತ್ತಿದ್ದಾರೆ. ಕಟಾವಿಗೆ ಬಂದ ಭತ್ತದ ಬೆಳೆ ನೆಲಕಚ್ಚಿದೆ. ಒಣಗಿಸಲು ಹಾಕಿದ್ದ ಮೆಕ್ಕೆಜೋಳ ನೀರಿನಲ್ಲಿ ತೊಯ್ದು ಹಾನಿಯಾಗಿದೆ. ರೈತರು ಟಾರ್ಪಾಲ್ ಹೊದಿಸಿ ಬೆಳೆ ರಕ್ಷಿಸಲು ಹರಸಾಹಸ ಪಡುತ್ತಿದ್ದಾರೆ.: [254, 1335, 362, 1390]
- kiru-item2-text: ನಗರದ ರಾಧಾಕೃಷ್ಣ ದೇವಸ್ಥಾನದಲ್ಲಿ ಕಾರ್ತಿಕ ಮಾಸದ ನಿಮಿತ್ತ ವಿಶೇಷ ಕೀರ್ತನ ಕಾರ್ಯಕ್ರಮ ಆಯೋಜಿಸಲಾಗಿದೆ. ಭಕ್ತರು ಹೆಚ್ಚಿನ ಸಂಖ್ಯೆಯಲ್ಲಿ ಭಾಗವಹಿಸಿ ಕಾರ್ಯಕ್ರಮವನ್ನು ಯಶಸ್ವಿಗೊಳಿಸಬೇಕು ಎಂದು ದೇವಸ್ಥಾನ ಸಮಿತಿ ಪ್ರಕಟಣೆಯಲ್ಲಿ ತಿಳಿಸಿದೆ. ಪ್ರತಿದಿನ ಸಂಜೆ ಭಜನೆ ಹಾಗೂ ಪ್ರಸಾದ ವಿತರಣೆ ನಡೆಯಲಿದೆ. ಕೀರ್ತನಕಾರರು ಪುರಾಣ ಕಥೆಗಳನ್ನು ನಿರೂಪಿಸಲಿದ್ದಾರೆ.: [28, 903, 204, 948]
- kiru-item1-text2: ಕನ್ನಡ ಅಭಿವೃದ್ಧಿ ಪ್ರಾಧಿಕಾರದ ಸಹಯೋಗದಲ್ಲಿ ರಾಜ್ಯಮಟ್ಟದ ಕಾರ್ಯಾಗಾರವನ್ನು ನ.7ರಂದು ನಗರದಲ್ಲಿ ಆಯೋಜಿಸಲಾಗಿದೆ. ವಿವಿಧ ಜಿಲ್ಲೆಗಳ ಪ್ರತಿನಿಧಿಗಳು ಪಾಲ್ಗೊಳ್ಳಲಿದ್ದಾರೆ. ಆಸಕ್ತರು ಹೆಸರು ನೋಂದಾಯಿಸಿಕೊಳ್ಳಬಹುದು. ಹೆಚ್ಚಿನ ಮಾಹಿತಿಗೆ ಸಂಘಟಕರನ್ನು ಸಂಪರ್ಕಿಸಲು ಕೋರಲಾಗಿದೆ. ಕಾರ್ಯಾಗಾರದಲ್ಲಿ ತಜ್ಞರು ಉಪನ್ಯಾಸ ನೀಡಲಿದ್ದಾರೆ. ಭಾಗವಹಿಸುವವರಿಗೆ ಪ್ರಮಾಣಪತ್ರ ವಿತರಿಸಲಾಗುವುದು.: [28, 608, 204, 663]
- story1-dateline: ಅಂಕೋಲಾ:: [28, 163, 53, 170]
- story7-body3-a: ಸಂಬಂಧಪಟ್ಟ ಅಧಿಕಾರಿಗಳು ಕೂಡಲೇ ಸ್ಥಳಕ್ಕೆ ಭೇಟಿ ನೀಡಿ ಸಮೀಕ್ಷೆ ನಡೆಸಬೇಕು ಎಂಬುದು ರೈತರ ಆಗ್ರಹವಾಗಿದೆ.: [28, 1227, 132, 1254]
- story8-body-c: ಸಾರ್ವಜನಿಕ ಮಾಹಿತಿ ಹಕ್ಕು ಕಾಯ್ದೆ ಅಡಿಯಲ್ಲಿ ಸಲ್ಲಿಸುವ ಅರ್ಜಿಗಳಿಗೆ ನಿಗದಿತ ಅವಧಿಯಲ್ಲಿ ತ್ವರಿತ ಮಾಹಿತಿ ಒದಗಿಸಲು ಆದ್ಯತೆ ನೀಡಬೇಕು ಎಂದು ಮಾಹಿತಿ ಆಯುಕ್ತ ವೆಂಕಟ ಸಿಂಗ್ ಅಧಿಕಾರಿಗಳಿಗೆ ಸೂಚಿಸಿದರು. ಜಿಲ್ಲಾಡಳಿತ ಭವನದಲ್ಲಿ ನಡೆದ ಸಭೆಯಲ್ಲಿ ಮಾತನಾಡಿದರು.: [536, 1333, 690, 1379]
- story8-body2: ಉತ್ತರದಾಯಿತ್ವ ಹೆಚ್ಚಿಸಲು 2005ರಲ್ಲಿ ಕೇಂದ್ರ ಸರ್ಕಾರ ಈ ಕಾಯ್ದೆ ಜಾರಿಗೆ ತಂದಿದೆ. ಅರ್ಜಿದಾರರಿಗೆ 30 ದಿನಗಳೊಳಗೆ ಮಾಹಿತಿ ನೀಡಬೇಕು. ವಿಳಂಬ ಮಾಡಿದರೆ ದಂಡ ವಿಧಿಸಲಾಗುವುದು ಎಂದರು.: [370, 1345, 530, 1371]
- story2-col2: [562, 148, 630, 464]
- story8-col2: [436, 1226, 530, 1338]
- story1-headline: ಹೊಂಡೆಯಾಟದ ಮೂಲಕ ವೀರ ಪರಂಪರೆ ಸ್ಮರಣೆ: [28, 116, 308, 136]
- story6-body: ದೀಪಾವಳಿ ಹಬ್ಬವನ್ನು ಜಿಲ್ಲೆಯಾದ್ಯಂತ ಸಡಗರ ಸಂಭ್ರಮದಿಂದ ಆಚರಿಸಲಾಯಿತು. ನಗರದ ಮಾರುಕಟ್ಟೆಯಲ್ಲಿ ಹಬ್ಬದ ಖರೀದಿ ಭರಾಟೆ ಜೋರಾಗಿತ್ತು. ಮನೆ ಮನೆಗಳಲ್ಲಿ ಲಕ್ಷ್ಮಿ ಪೂಜೆ ನೆರವೇರಿಸಿ, ಹಣತೆ ಬೆಳಗಿಸಿ, ಆಕಾಶಬುಟ್ಟಿ ಕಟ್ಟಿ ಸಂಭ್ರಮಿಸಿದರು. ವ್ಯಾಪಾರಿಗಳು ಅಂಗಡಿಗಳಲ್ಲಿ ಪೂಜೆ ಸಲ್ಲಿಸಿ ಹೊಸ ಲೆಕ್ಕ ಆರಂಭಿಸಿದರು.: [598, 887, 696, 951]
- kiru-item2-title: ರಾಧಾಕೃಷ್ಣದೇವಸ್ಥಾನದಲ್ಲಿ ಕೀರ್ತನ: [52, 867, 180, 881]
- story9-headline: ವಿವಾದಾತ್ಮಕ ಪೋಸ್ಟ್: ಪ್ರಕರಣ ದಾಖಲು: [698, 1142, 837, 1154]
- quote-mark-icon: “: [636, 312, 654, 330]
- story1-byline: ▶ ನಾಗರಾಜ ಶೆಟ್ಟಿ: [28, 148, 72, 157]
- story1-shobhayatra-box: [310, 152, 476, 254]
- story3-col5: [606, 686, 696, 846]
- story6-body2-a: ಗ್ರಾಮೀಣ ಭಾಗಗಳಲ್ಲಿ ಗೋವುಗಳಿಗೆ ಸಿಂಗಾರ ಮಾಡಿ ಪೂಜೆ ಸಲ್ಲಿಸಲಾಯಿತು. ಮಕ್ಕಳು ಪಟಾಕಿ ಸಿಡಿಸಿ ಸಂಭ್ರಮಿಸಿದರು. ದೇವಸ್ಥಾನಗಳಲ್ಲಿ ದೀಪೋತ್ಸವ ನಡೆಯಿತು.: [598, 952, 696, 989]
- seal-line1: ದಿಗಂತ: [463, 276, 479, 284]
- story-railway: [212, 856, 588, 1128]
- kiru-item1-text: ಕನ್ನಡ ಅಭಿವೃದ್ಧಿ ಪ್ರಾಧಿಕಾರದ ಸಹಯೋಗದಲ್ಲಿ ರಾಜ್ಯಮಟ್ಟದ ಕಾರ್ಯಾಗಾರವನ್ನು ನ.7ರಂದು ನಗರದಲ್ಲಿ ಆಯೋಜಿಸಲಾಗಿದೆ. ವಿವಿಧ ಜಿಲ್ಲೆಗಳ ಪ್ರತಿನಿಧಿಗಳು ಪಾಲ್ಗೊಳ್ಳಲಿದ್ದಾರೆ. ಆಸಕ್ತರು ಹೆಸರು ನೋಂದಾಯಿಸಿಕೊಳ್ಳಬಹುದು. ಹೆಚ್ಚಿನ ಮಾಹಿತಿಗೆ ಸಂಘಟಕರನ್ನು ಸಂಪರ್ಕಿಸಲು ಕೋರಲಾಗಿದೆ. ಕಾರ್ಯಾಗಾರದಲ್ಲಿ ತಜ್ಞರು ಉಪನ್ಯಾಸ ನೀಡಲಿದ್ದಾರೆ. ಭಾಗವಹಿಸುವವರಿಗೆ ಪ್ರಮಾಣಪತ್ರ ವಿತರಿಸಲಾಗುವುದು.: [28, 571, 204, 616]
- story2-body4-b: ಹಬ್ಬದ ನಿಮಿತ್ತ ಮಾರುಕಟ್ಟೆಯಲ್ಲಿ ಜನಜಂಗುಳಿ ಕಂಡುಬಂದಿತು. ಹೂವು, ಹಣ್ಣು, ಕಬ್ಬು, ಬಾಳೆ ಕಂಬ ಖರೀದಿ ಜೋರಾಗಿತ್ತು.: [636, 385, 778, 402]
- kiru-item2-body: [28, 902, 204, 1124]
- story4-col2: [816, 508, 918, 702]
- story8-col3: [370, 1344, 530, 1424]
- story1-byline-text: ನಾಗರಾಜ ಶೆಟ್ಟಿ: [36, 148, 72, 157]
- story7-col3: [254, 1316, 362, 1424]
- story6-body2-b: ಗ್ರಾಮೀಣ ಭಾಗಗಳಲ್ಲಿ ಗೋವುಗಳಿಗೆ ಸಿಂಗಾರ ಮಾಡಿ ಪೂಜೆ ಸಲ್ಲಿಸಲಾಯಿತು. ಮಕ್ಕಳು ಪಟಾಕಿ ಸಿಡಿಸಿ ಸಂಭ್ರಮಿಸಿದರು. ದೇವಸ್ಥಾನಗಳಲ್ಲಿ ದೀಪೋತ್ಸವ ನಡೆಯಿತು.: [806, 1013, 918, 1049]
- story5-body2-b: ರೈಲುಗಳು 305 ಟ್ರಿಪ್ ಸಂಚಾರ ನಡೆಸಿದ್ದು, ಈ ವರ್ಷ 348 ಟ್ರಿಪ್ ಸಂಚಾರ ನಡೆಸಿವೆ. ಪ್ರಯಾಣಿಕರ ಸುರಕ್ಷತೆಗೆ ವಿಶೇಷ ಕ್ರಮ ಕೈಗೊಳ್ಳಲಾಗಿತ್ತು. ನಿಲ್ದಾಣಗಳಲ್ಲಿ ಹೆಚ್ಚುವರಿ ಟಿಕೆಟ್ ಕೌಂಟರ್ ತೆರೆಯಲಾಗಿತ್ತು. ಆರ್‌ಪಿಎಫ್ ಸಿಬ್ಬಂದಿ ನಿಯೋಜಿಸಲಾಗಿತ್ತು.: [468, 915, 588, 960]
- story6-box-body: ನಗರದ ಪ್ರಮುಖ ವೃತ್ತಗಳು ಹಾಗೂ ಬೀದಿಗಳಲ್ಲಿ ವಿದ್ಯುದ್ ದೀಪಾಲಂಕಾರ ಮಾಡಲಾಗಿತ್ತು. ಅಂಗಡಿ ಮುಂಗಟ್ಟುಗಳು ಬಣ್ಣ ಬಣ್ಣದ ದೀಪಗಳಿಂದ ಕಂಗೊಳಿಸಿದವು. ರಾತ್ರಿ ವೇಳೆ ನಗರ ಜಗಮಗಿಸುತ್ತಿತ್ತು.: [811, 904, 913, 949]
- story7-body: ತಾಲೂಕಿನಲ್ಲಿ ಕಳೆದ ಕೆಲ ದಿನಗಳಿಂದ ಸುರಿಯುತ್ತಿರುವ ಅಕಾಲಿಕ ಮಳೆಯಿಂದ ರೈತರು ಸಂಕಷ್ಟ ಎದುರಿಸುತ್ತಿದ್ದಾರೆ. ಕಟಾವಿಗೆ ಬಂದ ಭತ್ತದ ಬೆಳೆ ನೆಲಕಚ್ಚಿದೆ. ಒಣಗಿಸಲು ಹಾಕಿದ್ದ ಮೆಕ್ಕೆಜೋಳ ನೀರಿನಲ್ಲಿ ತೊಯ್ದು ಹಾನಿಯಾಗಿದೆ. ರೈತರು ಟಾರ್ಪಾಲ್ ಹೊದಿಸಿ ಬೆಳೆ ರಕ್ಷಿಸಲು ಹರಸಾಹಸ ಪಡುತ್ತಿದ್ದಾರೆ.: [28, 1171, 132, 1235]
- story4-col1: [706, 508, 808, 702]
- story1-box-body: ಹೊಂಡೆಯಾಟದ ಅಂಗವಾಗಿ ನಡೆದ ಶೋಭಾಯಾತ್ರೆಯಲ್ಲಿ ಸಾಂಪ್ರದಾಯಿಕ ವಾದ್ಯಗಳು ಮೆರುಗು ನೀಡಿದವು. ಗ್ರಾಮದ ದೇವರ ಪಲ್ಲಕ್ಕಿ ಮೆರವಣಿಗೆ ನಡೆಯಿತು.: [316, 172, 470, 199]
- story3-headline: ಸಾಮರಸ್ಯ ನಮ್ಮಲ್ಲಿ ಸ್ವಭಾವ: ಸು.ರಾಮಣ್ಣ: [282, 502, 626, 531]
- story3-body3: ಸಂಸ್ಕೃತಿ ಎಂದಿಗೂ ಬದಲಾಗಿಲ್ಲ. ಕಾಲಕ್ಕೆ ತಕ್ಕಂತೆ ಬದಲಾವಣೆ ಆದರೂ ಮೂಲ ಮೌಲ್ಯಗಳು ಉಳಿದಿವೆ.: [404, 687, 504, 713]
- logo-text: ಹೊಸ ದಿಗಂತ: [734, 34, 823, 58]
- date-block: [30, 28, 142, 64]
- quote-mark-icon: “: [174, 260, 192, 278]
- story3-col3: [404, 686, 504, 718]
- story2-col4: [636, 384, 778, 464]
- story5-body: ದೀಪಾವಳಿ ಅಂಗವಾಗಿ ನೈರುತ್ಯ ರೈಲ್ವೆ ವಲಯವು ಹೆಚ್ಚುವರಿ ವಿಶೇಷ ರೈಲುಗಳನ್ನು ಓಡಿಸಿದ್ದು, ಇದರಿಂದ 10 ಕೋಟಿ ರೂ.ಗೂ ಹೆಚ್ಚಿನ ಆದಾಯ ಗಳಿಸಿದೆ. ಪ್ರಯಾಣಿಕರ ದಟ್ಟಣೆಯನ್ನು ಗಮನದಲ್ಲಿಟ್ಟುಕೊಂಡು ಬೆಂಗಳೂರು, ಮುಂಬೈ, ಹೈದರಾಬಾದ್ ಮಾರ್ಗಗಳಲ್ಲಿ ಹೆಚ್ಚುವರಿ ರೈಲುಗಳನ್ನು ಓಡಿಸಲಾಗಿತ್ತು. ಅ.15ರಿಂದ 21ರ ವರೆಗೆ ಸಾವಿರಾರು ಪ್ರಯಾಣಿಕರು ಪ್ರಯಾಣಿಸಿದ್ದಾರೆ.: [212, 887, 332, 951]
- story-hattihabba: [486, 96, 918, 470]
- registration-marks-right: [820, 1440, 860, 1448]
- story2-quote-by: ■ ಸ್ವಪ್ನ ಯಮನೂರ, ಬಸವೇಶ್ವರ ನಗರ ನಿವಾಸಿ: [658, 359, 756, 366]
- logo: [690, 30, 912, 80]
- story1-photo: [174, 156, 304, 254]
- story5-body3-a: ಸಾಮಾನ್ಯ ರೈಲುಗಳಿಂದ 71 ಕೋಟಿ ರೂ. ಗೂ ಹೆಚ್ಚು ಆದಾಯ ಗಳಿಸಿದೆ. ವಿಶೇಷ ರೈಲುಗಳ ಸಂಚಾರದಿಂದ ಪ್ರಯಾಣಿಕರಿಗೆ ಅನುಕೂಲವಾಗಿದೆ ಎಂದು ರೈಲ್ವೆ ವಲಯದ ಮುಖ್ಯ ಸಾರ್ವಜನಿಕ ಸಂಪರ್ಕಾಧಿಕಾರಿ ತಿಳಿಸಿದ್ದಾರೆ.: [212, 943, 332, 989]
- story3-col3b: [460, 722, 504, 846]
- story4-body-b: ಬೆಳಕಿನ ಹಬ್ಬ ದೀಪಾವಳಿಯನ್ನು ಜಿಲ್ಲೆಯಾದ್ಯಂತ ಸಡಗರ ಸಂಭ್ರಮದಿಂದ ಆಚರಿಸಲಾಯಿತು. ನರಕ ಚತುರ್ದಶಿ ದಿನ ಮನೆಗಳಲ್ಲಿ ಆರತಿ ಬೆಳಗಿ, ಎಣ್ಣೆ ಸ್ನಾನ ಮಾಡಿ ಸಂಭ್ರಮಿಸಿದರು. ಅಮಾವಾಸ್ಯೆ ದಿನ ಲಕ್ಷ್ಮಿ ಪೂಜೆ ನೆರವೇರಿಸಲಾಯಿತು. ವ್ಯಾಪಾರಿಗಳು ತಮ್ಮ ಅಂಗಡಿಗಳಲ್ಲಿ ಪೂಜೆ ಸಲ್ಲಿಸಿದರು. ಮಕ್ಕಳು ಪಟಾಕಿ ಸಿಡಿಸಿ ಖುಷಿಪಟ್ಟರು.: [816, 546, 918, 620]
- page-number: 11: [722, 54, 750, 78]
- story4-body2: ಮಾರುಕಟ್ಟೆಯಲ್ಲಿ ಹೂವು, ಹಣ್ಣು, ಆಕಾಶಬುಟ್ಟಿ, ಹಣತೆ ಖರೀದಿ ಜೋರಾಗಿತ್ತು. ಸಿಹಿ ತಿನಿಸುಗಳ ಅಂಗಡಿಗಳಲ್ಲಿ ಜನಸಂದಣಿ ಕಂಡುಬಂದಿತು. ಬಲಿಪಾಡ್ಯಮಿ ದಿನ ಗೋಪೂಜೆ ಸಲ್ಲಿಸಲಾಯಿತು. ದೇವಸ್ಥಾನಗಳಲ್ಲಿ ವಿಶೇಷ ಪೂಜೆ ನಡೆದವು.: [816, 509, 918, 554]
- story9-col2: [698, 1236, 806, 1332]
- story7-dateline: ಮುಂಡಗೋಡ:: [28, 1171, 59, 1178]
- story2-dateline: ಧಾರವಾಡ:: [486, 149, 509, 156]
- story2-body: ಒಂದೆಡೆ ರೂ.50ಕ್ಕೆ ಎರಡು ಬಾಳೆ ಕಂಬ, ಮತ್ತೊಂದೆಡೆ ರೂ.100ಕ್ಕೆ ಎರಡು ಕಬ್ಬಿನ ಗಣೆ, ಇನ್ನೊಂದೆಡೆ ರೂ.40ಕ್ಕೆ ಮಾರು ಹೂವು. ಇಂತಹ ದುಬಾರಿ ಬೆಲೆಯ ನಡುವೆಯೂ ದೀಪಾವಳಿ ಹಬ್ಬದ ಸಂಭ್ರಮಕ್ಕೆ ಯಾವುದೇ ಕೊರತೆ ಇರಲಿಲ್ಲ. ಗ್ರಾಮೀಣ ಭಾಗದಲ್ಲಿ ಹಟ್ಟಿಹಬ್ಬ ಎಂದೇ ಕರೆಯುವ ದೀಪಾವಳಿಯನ್ನು ಜನಪದರು ವಿಶಿಷ್ಟವಾಗಿ ಆಚರಿಸುತ್ತಾರೆ. ಮನೆಯ ಮುಂದೆ ರಂಗೋಲಿ ಬಿಡಿಸಿ, ತೋರಣ ಕಟ್ಟಿ, ಹಣತೆ ಹಚ್ಚಿ ಸಂಭ್ರಮಿಸುತ್ತಾರೆ.: [486, 149, 556, 279]
- story6-box: [806, 886, 918, 1006]
- story1-body2-text: ಸಾಂಪ್ರದಾಯಿಕ ಆಟದಲ್ಲಿ ಯುವಕರು ಉತ್ಸಾಹದಿಂದ ಭಾಗವಹಿಸಿದರು. ತಲೆಮಾರುಗಳಿಂದ ನಡೆದು ಬಂದಿರುವ ಈ ಆಚರಣೆ ಸಮಾಜದ ಏಕತೆಯ ಸಂಕೇತವಾಗಿದೆ. ಮಕ್ಕಳು ಹಾಗೂ ಮಹಿಳೆಯರು ವೀಕ್ಷಿಸಿ ಸಂಭ್ರಮಿಸಿದರು. ಹಿರಿಯರು ಈ ಪರಂಪರೆಯ ಇತಿಹಾಸವನ್ನು ಯುವ ಪೀಳಿಗೆಗೆ ವಿವರಿಸಿದರು.: [28, 228, 166, 274]
- story-hondeyata: [28, 96, 479, 470]
